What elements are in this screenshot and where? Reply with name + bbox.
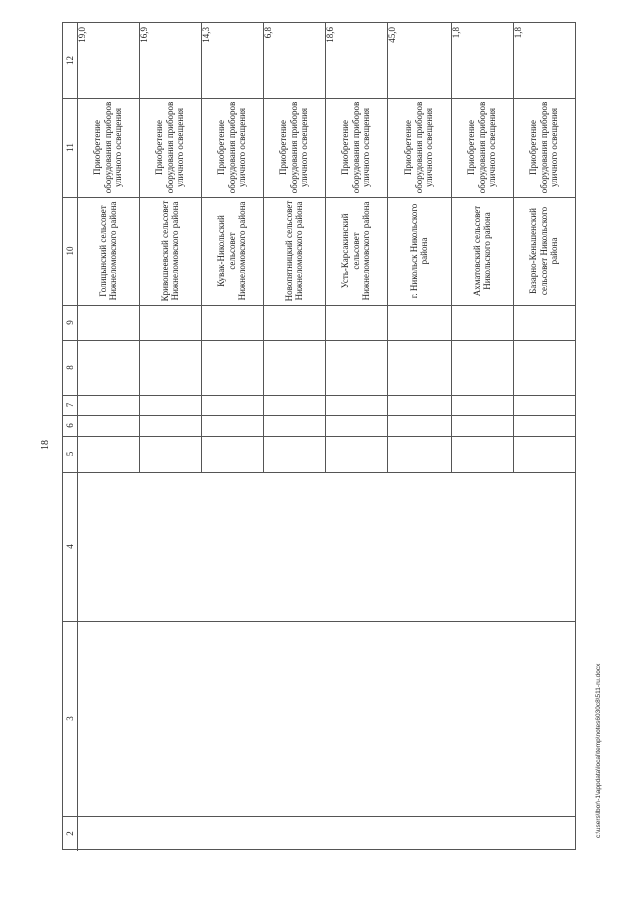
column-header-4: 4 bbox=[64, 544, 75, 549]
municipality-cell: г. Никольск Никольского района bbox=[408, 203, 429, 299]
column-header-11: 11 bbox=[64, 143, 75, 152]
column-header-9: 9 bbox=[64, 320, 75, 325]
purpose-cell: Приобретение оборудования приборов уличного освещения bbox=[154, 101, 186, 194]
column-header-8: 8 bbox=[64, 365, 75, 370]
column-header-6: 6 bbox=[64, 423, 75, 428]
column-header-5: 5 bbox=[64, 451, 75, 457]
column-header-12: 12 bbox=[64, 56, 75, 65]
column-header-2: 2 bbox=[64, 831, 75, 836]
amount-cell: 14,3 bbox=[201, 27, 211, 43]
purpose-cell: Приобретение оборудования приборов уличного освещения bbox=[92, 101, 124, 194]
purpose-cell: Приобретение оборудования приборов уличного освещения bbox=[528, 101, 560, 194]
purpose-cell: Приобретение оборудования приборов уличного освещения bbox=[466, 101, 498, 194]
municipality-cell: Кривошеевский сельсовет Нижнеломовского района bbox=[159, 200, 180, 302]
grid-line bbox=[63, 621, 575, 622]
municipality-cell: Ахматовский сельсовет Никольского района bbox=[471, 205, 492, 297]
purpose-cell: Приобретение оборудования приборов уличного освещения bbox=[216, 101, 248, 194]
municipality-cell: Базарно-Кеньшенский сельсовет Никольского района bbox=[528, 206, 560, 296]
amount-cell: 45,0 bbox=[387, 27, 397, 43]
purpose-cell: Приобретение оборудования приборов уличного освещения bbox=[278, 101, 310, 194]
amount-cell: 19,0 bbox=[77, 27, 87, 43]
municipality-cell: Усть-Карсакинский сельсовет Нижнеломовского района bbox=[340, 201, 372, 301]
municipality-cell: Новопятницкий сельсовет Нижнеломовского района bbox=[283, 200, 304, 302]
municipality-cell: Кувак-Никольский сельсовет Нижнеломовского района bbox=[216, 201, 248, 301]
amount-cell: 16,9 bbox=[139, 27, 149, 43]
grid-line bbox=[63, 472, 575, 473]
municipality-cell: Голицынский сельсовет Нижнеломовского района bbox=[97, 201, 118, 301]
purpose-cell: Приобретение оборудования приборов уличного освещения bbox=[340, 101, 372, 194]
amount-cell: 1,8 bbox=[513, 27, 523, 39]
column-header-3: 3 bbox=[64, 716, 75, 721]
column-header-10: 10 bbox=[64, 246, 75, 256]
amount-cell: 6,8 bbox=[263, 27, 273, 39]
amount-cell: 1,8 bbox=[451, 27, 461, 39]
document-path-footer: c:\users\lbor\-1\appdata\local\temp\notes6030c8\511-ru.docx bbox=[595, 663, 602, 838]
purpose-cell: Приобретение оборудования приборов уличного освещения bbox=[403, 101, 435, 194]
column-header-7: 7 bbox=[64, 402, 75, 408]
amount-cell: 18,6 bbox=[325, 27, 335, 43]
page-number: 18 bbox=[40, 440, 51, 450]
rotated-budget-table bbox=[62, 22, 576, 850]
grid-line bbox=[63, 816, 575, 817]
